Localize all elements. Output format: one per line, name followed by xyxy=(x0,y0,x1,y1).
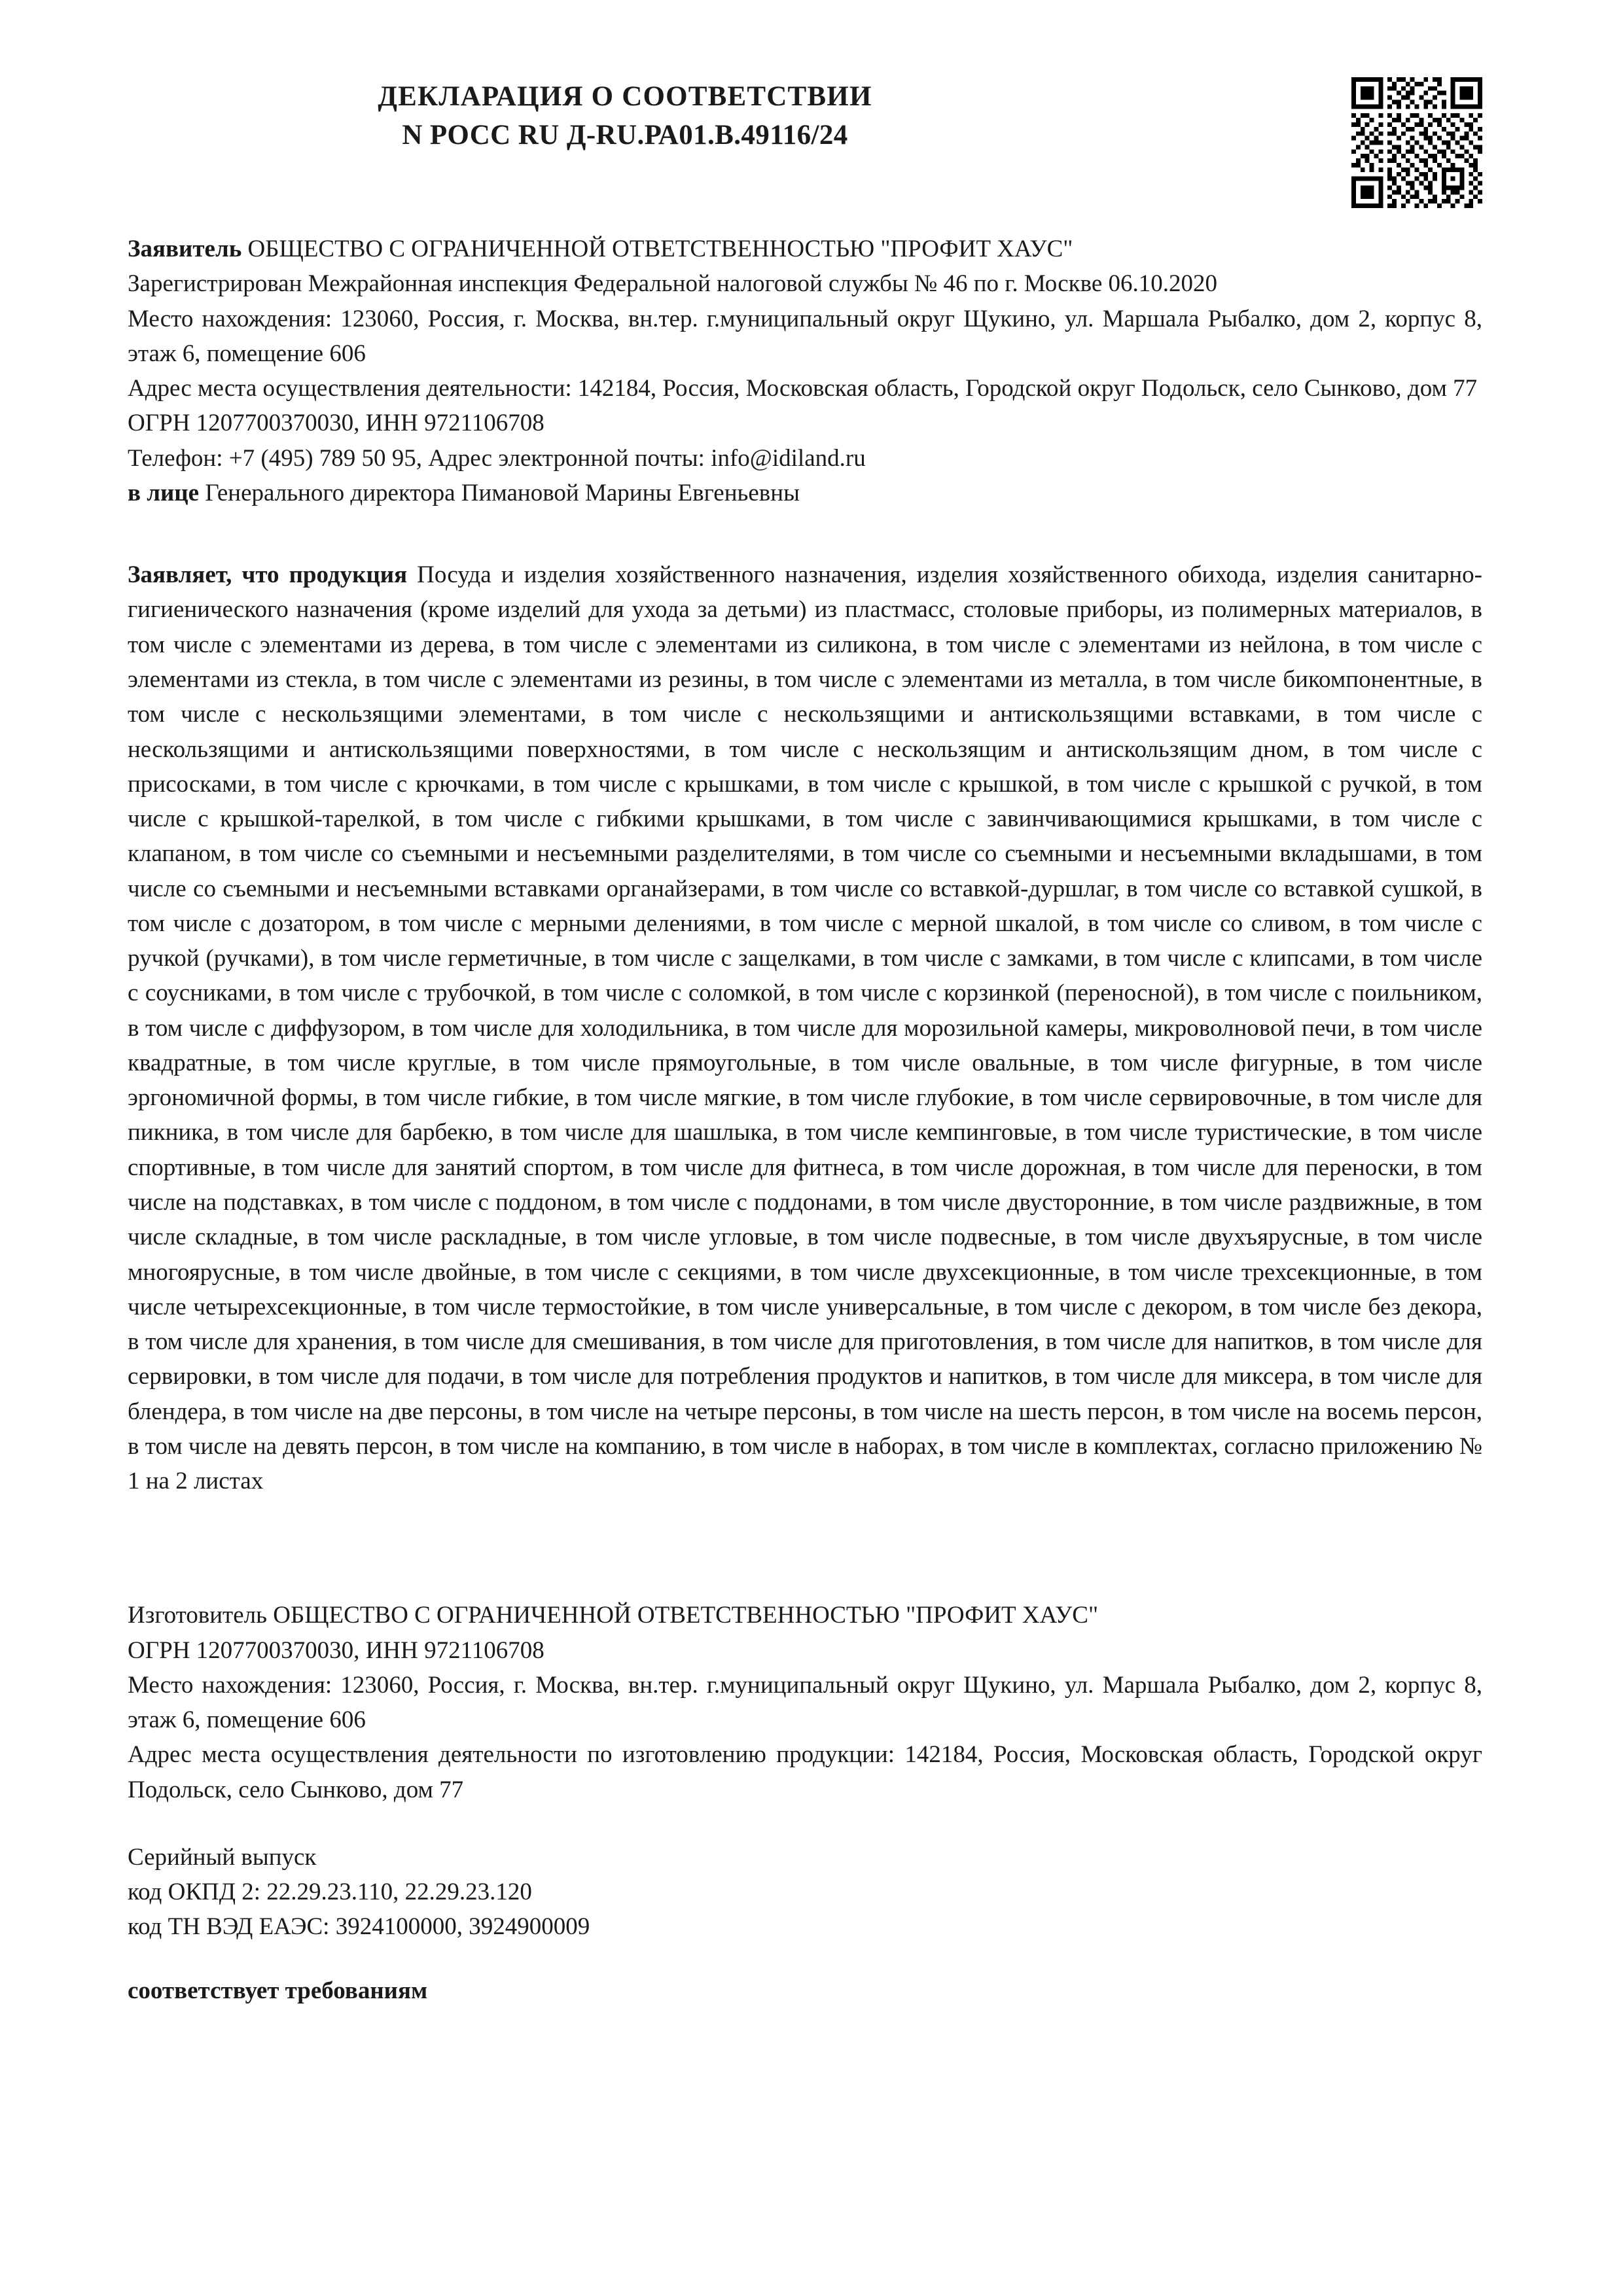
product-declaration xyxy=(128,557,1482,1498)
applicant-section xyxy=(128,232,1482,510)
applicant-registry-codes: ОГРН 1207700370030, ИНН 9721106708 xyxy=(128,410,544,437)
document-number: N РОСС RU Д-RU.РА01.В.49116/24 xyxy=(402,120,848,151)
tnved-code: код ТН ВЭД ЕАЭС: 3924100000, 3924900009 xyxy=(128,1913,590,1941)
applicant-location: Место нахождения: 123060, Россия, г. Москва, вн.тер. г.муниципальный округ Щукино, ул. Маршала Рыбалко, дом 2, корпус 8, этаж 6, помещение 606 xyxy=(128,305,1482,367)
manufacturer-section xyxy=(128,1598,1482,1807)
serial-release: Серийный выпуск xyxy=(128,1843,317,1871)
applicant-registration: Зарегистрирован Межрайонная инспекция Федеральной налоговой службы № 46 по г. Москве 06.10.2020 xyxy=(128,270,1218,298)
manufacturer-name: ОБЩЕСТВО С ОГРАНИЧЕННОЙ ОТВЕТСТВЕННОСТЬЮ "ПРОФИТ ХАУС" xyxy=(267,1602,1099,1629)
applicant-person: Генерального директора Пимановой Марины Евгеньевны xyxy=(199,479,800,506)
okpd-code: код ОКПД 2: 22.29.23.110, 22.29.23.120 xyxy=(128,1879,532,1906)
applicant-person-line xyxy=(128,476,1482,510)
product-section xyxy=(128,557,1482,1498)
product-text: Посуда и изделия хозяйственного назначения, изделия хозяйственного обихода, изделия санитарно-гигиенического назначения (кроме изделий для ухода за детьми) из пластмасс, столовые приборы, из полимерных материалов, в том числе с элементами из дерева, в том числе с элементами из силикона, в том числе с элементами из нейлона, в том числе с элементами из стекла, в том числе с элементами из резины, в том числе с элементами из металла, в том числе бикомпонентные, в том числе с нескользящими элементами, в том числе с нескользящими и антискользящими вставками, в том числе с нескользящими и антискользящими поверхностями, в том числе с нескользящим и антискользящим дном, в том числе с присосками, в том числе с крючками, в том числе с крышками, в том числе с крышкой, в том числе с крышкой с ручкой, в том числе с крышкой-тарелкой, в том числе с гибкими крышками, в том числе с завинчивающимися крышками, в том числе с клапаном, в том числе со съемными и несъемными разделителями, в том числе со съемными и несъемными вкладышами, в том числе со съемными и несъемными вставками органайзерами, в том числе со вставкой-дуршлаг, в том числе со вставкой сушкой, в том числе с дозатором, в том числе с мерными делениями, в том числе с мерной шкалой, в том числе со сливом, в том числе с ручкой (ручками), в том числе герметичные, в том числе с защелками, в том числе с замками, в том числе с клипсами, в том числе с соусниками, в том числе с трубочкой, в том числе с соломкой, в том числе с корзинкой (переносной), в том числе с поильником, в том числе с диффузором, в том числе для холодильника, в том числе для морозильной камеры, микроволновой печи, в том числе квадратные, в том числе круглые, в том числе прямоугольные, в том числе овальные, в том числе фигурные, в том числе эргономичной формы, в том числе гибкие, в том числе мягкие, в том числе глубокие, в том числе сервировочные, в том числе для пикника, в том числе для барбекю, в том числе для шашлыка, в том числе кемпинговые, в том числе туристические, в том числе спортивные, в том числе для занятий спортом, в том числе для фитнеса, в том числе дорожная, в том числе для переноски, в том числе на подставках, в том числе с поддоном, в том числе с поддонами, в том числе двусторонние, в том числе раздвижные, в том числе складные, в том числе раскладные, в том числе угловые, в том числе подвесные, в том числе двухъярусные, в том числе многоярусные, в том числе двойные, в том числе с секциями, в том числе двухсекционные, в том числе трехсекционные, в том числе четырехсекционные, в том числе термостойкие, в том числе универсальные, в том числе с декором, в том числе без декора, в том числе для хранения, в том числе для смешивания, в том числе для приготовления, в том числе для напитков, в том числе для сервировки, в том числе для подачи, в том числе для потребления продуктов и напитков, в том числе для миксера, в том числе для блендера, в том числе на две персоны, в том числе на четыре персоны, в том числе на шесть персон, в том числе на восемь персон, в том числе на девять персон, в том числе на компанию, в том числе в наборах, в том числе в комплектах, согласно приложению № 1 на 2 листах xyxy=(128,561,1482,1495)
page-title: ДЕКЛАРАЦИЯ О СООТВЕТСТВИИ xyxy=(378,81,872,112)
manufacturer-label: Изготовитель xyxy=(128,1602,267,1629)
serial-section xyxy=(128,1840,1482,1945)
manufacturer-name-line xyxy=(128,1598,1482,1633)
product-label: Заявляет, что продукция xyxy=(128,561,408,589)
applicant-name-line xyxy=(128,232,1482,266)
applicant-contacts: Телефон: +7 (495) 789 50 95, Адрес электронной почты: info@idiland.ru xyxy=(128,444,866,472)
applicant-label: Заявитель xyxy=(128,236,242,263)
manufacturer-location: Место нахождения: 123060, Россия, г. Москва, вн.тер. г.муниципальный округ Щукино, ул. Маршала Рыбалко, дом 2, корпус 8, этаж 6, помещение 606 xyxy=(128,1671,1482,1734)
qr-code-icon xyxy=(1351,77,1482,208)
manufacturer-production-address: Адрес места осуществления деятельности по изготовлению продукции: 142184, Россия, Московская область, Городской округ Подольск, село Сынково, дом 77 xyxy=(128,1741,1482,1803)
applicant-name: ОБЩЕСТВО С ОГРАНИЧЕННОЙ ОТВЕТСТВЕННОСТЬЮ "ПРОФИТ ХАУС" xyxy=(241,236,1073,263)
applicant-person-label: в лице xyxy=(128,479,200,506)
conformity-statement: соответствует требованиям xyxy=(128,1977,428,2004)
conformity-section xyxy=(128,1973,1482,2008)
document-header xyxy=(141,79,1109,153)
applicant-activity-address: Адрес места осуществления деятельности: 142184, Россия, Московская область, Городской округ Подольск, село Сынково, дом 77 xyxy=(128,375,1478,402)
manufacturer-registry-codes: ОГРН 1207700370030, ИНН 9721106708 xyxy=(128,1636,544,1664)
